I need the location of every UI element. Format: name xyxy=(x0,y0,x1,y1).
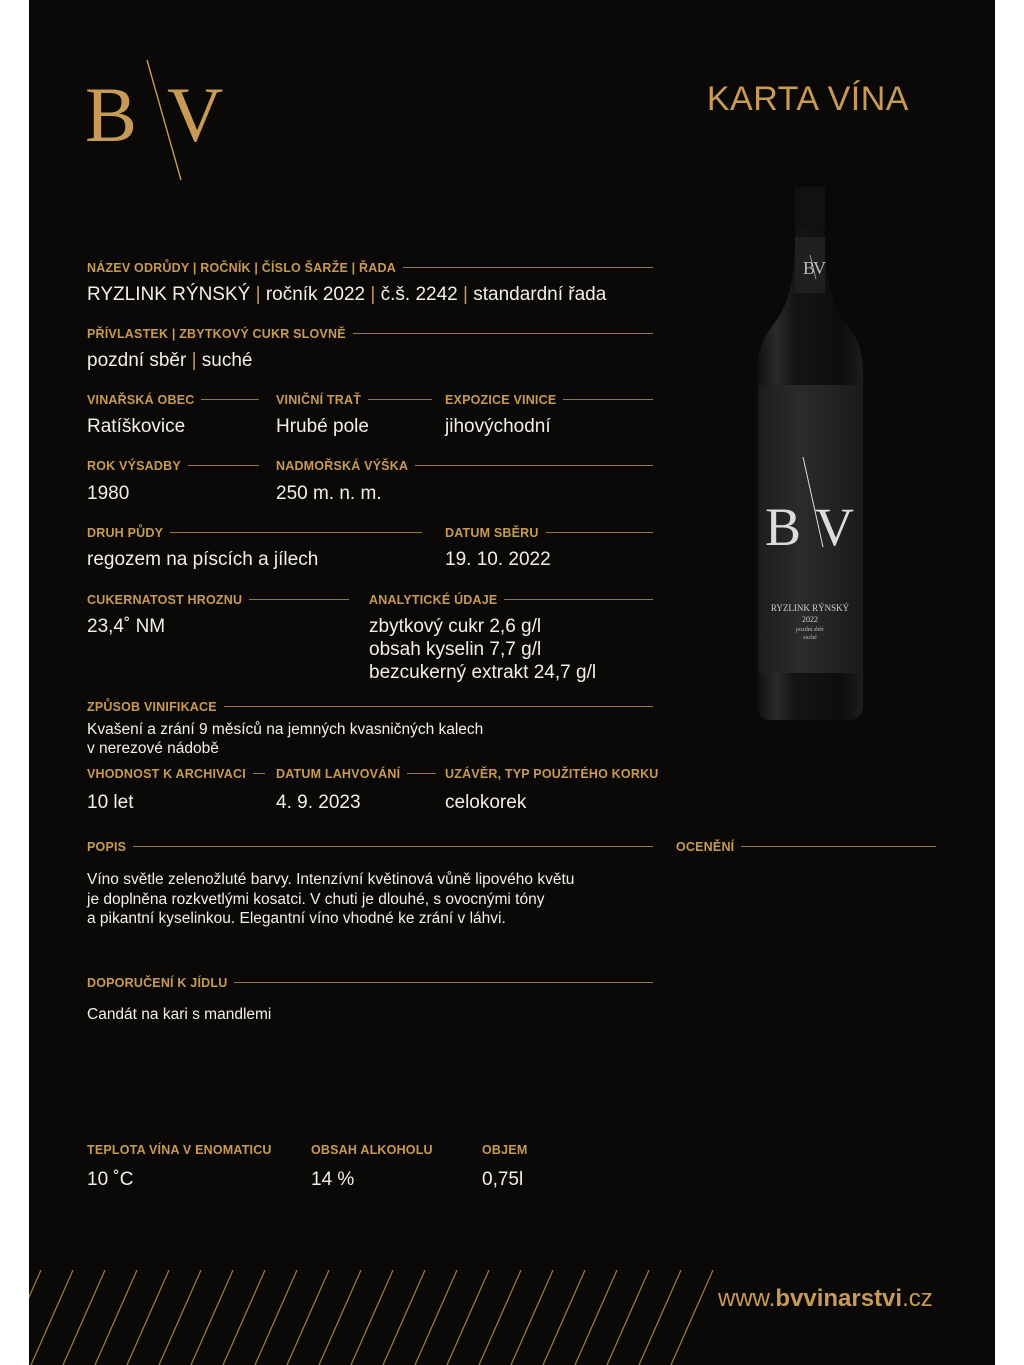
popis-line: a pikantní kyselinkou. Elegantní víno vhodné ke zrání v láhvi. xyxy=(87,910,506,927)
value-vyska: 250 m. n. m. xyxy=(276,483,382,504)
wine-card xyxy=(29,0,995,1365)
value-jidlo: Candát na kari s mandlemi xyxy=(87,1006,272,1023)
neck-letter-b: B xyxy=(803,258,816,278)
website-domain: bvvinarstvi xyxy=(775,1285,903,1312)
label-expozice: EXPOZICE VINICE xyxy=(445,393,563,407)
logo-letter-b: B xyxy=(85,71,138,158)
analyticke-line: bezcukerný extrakt 24,7 g/l xyxy=(369,662,597,683)
page-title: KARTA VÍNA xyxy=(706,80,909,118)
website-suffix: .cz xyxy=(902,1285,933,1312)
decorative-stripes xyxy=(29,1270,729,1365)
label-oceneni: OCENĚNÍ xyxy=(676,840,741,854)
separator: | xyxy=(255,284,261,305)
label-teplota: TEPLOTA VÍNA V ENOMATICU xyxy=(87,1143,279,1157)
label-popis: POPIS xyxy=(87,840,133,854)
website-link[interactable] xyxy=(718,1285,933,1313)
value-trat: Hrubé pole xyxy=(276,416,369,437)
separator: | xyxy=(370,284,376,305)
label-vinifikace: ZPŮSOB VINIFIKACE xyxy=(87,700,224,714)
label-year: 2022 xyxy=(802,615,818,624)
analyticke-line: zbytkový cukr 2,6 g/l xyxy=(369,616,542,637)
value-odruda xyxy=(87,284,606,306)
label-odruda: NÁZEV ODRŮDY | ROČNÍK | ČÍSLO ŠARŽE | ŘADA xyxy=(87,261,403,275)
label-privlastek: PŘÍVLASTEK | ZBYTKOVÝ CUKR SLOVNĚ xyxy=(87,327,353,341)
label-archivace: VHODNOST K ARCHIVACI xyxy=(87,767,253,781)
label-puda: DRUH PŮDY xyxy=(87,526,170,540)
label-uzaver: UZÁVĚR, TYP POUŽITÉHO KORKU xyxy=(445,767,666,781)
logo-slash xyxy=(85,58,235,183)
separator: | xyxy=(463,284,468,305)
label-lahvovani: DATUM LAHVOVÁNÍ xyxy=(276,767,407,781)
brand-logo xyxy=(85,58,235,183)
value-privlastek xyxy=(87,350,253,372)
label-wine-name: RYZLINK RÝNSKÝ xyxy=(770,603,850,613)
label-objem: OBJEM xyxy=(482,1143,534,1157)
wine-vintage: ročník 2022 xyxy=(265,284,366,305)
vinifikace-line: Kvašení a zrání 9 měsíců na jemných kvasničných kalech xyxy=(87,721,484,738)
label-predicate: pozdní sběr xyxy=(796,627,824,633)
label-cukernatost: CUKERNATOST HROZNU xyxy=(87,593,249,607)
value-uzaver: celokorek xyxy=(445,792,527,813)
label-vyska: NADMOŘSKÁ VÝŠKA xyxy=(276,459,415,473)
label-letter-v: V xyxy=(815,497,854,557)
separator: | xyxy=(191,350,197,371)
neck-letter-v: V xyxy=(813,258,826,278)
wine-bottle-image xyxy=(751,185,881,725)
value-cukernatost: 23,4˚ NM xyxy=(87,616,166,637)
value-vysadba: 1980 xyxy=(87,483,130,504)
logo-letter-v: V xyxy=(167,71,224,158)
label-letter-b: B xyxy=(765,497,802,557)
value-objem: 0,75l xyxy=(482,1169,524,1190)
label-sber: DATUM SBĚRU xyxy=(445,526,546,540)
wine-batch: č.š. 2242 xyxy=(380,284,458,305)
label-sugar: suché xyxy=(803,635,817,641)
value-archivace: 10 let xyxy=(87,792,134,813)
predicate: pozdní sběr xyxy=(87,350,187,371)
label-vysadba: ROK VÝSADBY xyxy=(87,459,188,473)
popis-line: Víno světle zelenožluté barvy. Intenzívní květinová vůně lipového květu xyxy=(87,871,575,888)
wine-series: standardní řada xyxy=(473,284,607,305)
popis-line: je doplněna rozkvetlými kosatci. V chuti je dlouhé, s ovocnými tóny xyxy=(87,890,545,908)
value-alkohol: 14 % xyxy=(311,1169,355,1190)
label-trat: VINIČNÍ TRAŤ xyxy=(276,393,368,407)
value-sber: 19. 10. 2022 xyxy=(445,549,551,570)
website-prefix: www. xyxy=(718,1285,776,1312)
value-obec: Ratíškovice xyxy=(87,416,186,437)
wine-name: RYZLINK RÝNSKÝ xyxy=(87,284,251,305)
analyticke-line: obsah kyselin 7,7 g/l xyxy=(369,639,542,660)
label-alkohol: OBSAH ALKOHOLU xyxy=(311,1143,440,1157)
value-teplota: 10 ˚C xyxy=(87,1169,134,1190)
vinifikace-line: v nerezové nádobě xyxy=(87,740,219,757)
bottle-capsule xyxy=(795,187,825,229)
sugar-word: suché xyxy=(201,350,253,371)
divider xyxy=(87,846,653,847)
value-expozice: jihovýchodní xyxy=(445,416,551,437)
label-obec: VINAŘSKÁ OBEC xyxy=(87,393,201,407)
label-analyticke: ANALYTICKÉ ÚDAJE xyxy=(369,593,504,607)
value-lahvovani: 4. 9. 2023 xyxy=(276,792,361,813)
value-puda: regozem na píscích a jílech xyxy=(87,549,319,570)
label-jidlo: DOPORUČENÍ K JÍDLU xyxy=(87,976,234,990)
